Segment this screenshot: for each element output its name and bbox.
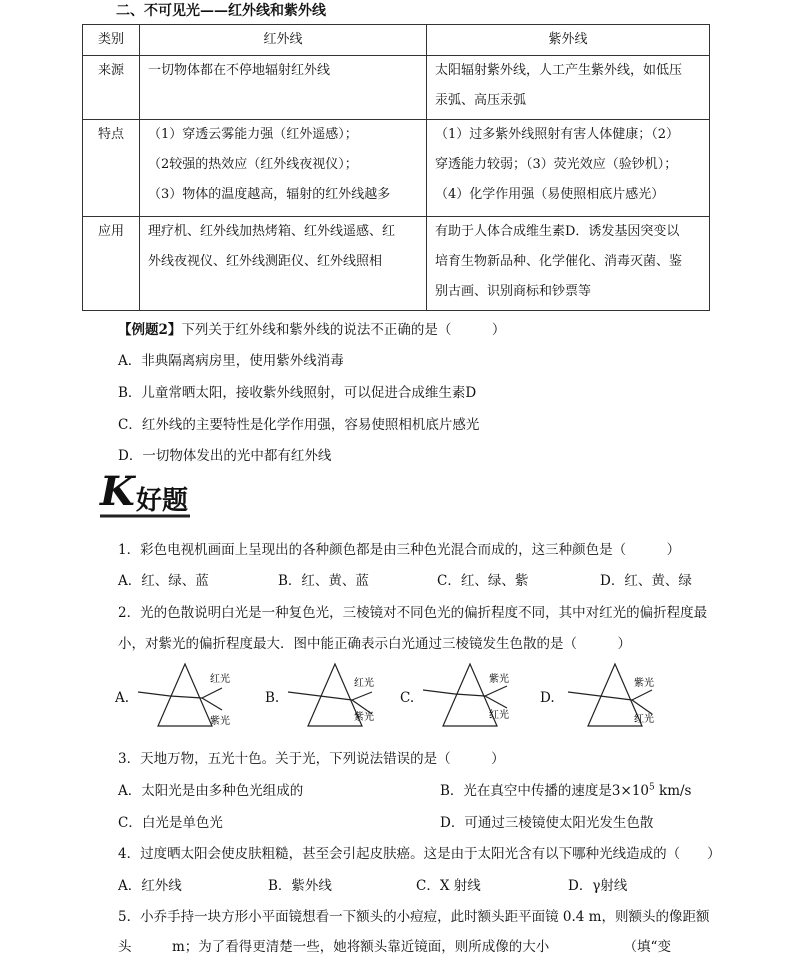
table-header: 红外线 bbox=[140, 25, 427, 56]
example-tag: 【例题2】 bbox=[118, 322, 182, 338]
ir-cell bbox=[140, 120, 427, 217]
q2-fig-a-top: 红光 bbox=[210, 674, 230, 685]
cell-line: 外线夜视仪、红外线测距仪、红外线照相 bbox=[148, 254, 383, 269]
uv-cell bbox=[427, 120, 710, 217]
q2-fig-a-label: A. bbox=[115, 690, 130, 706]
q3-option-b bbox=[440, 779, 691, 799]
cell-line: 理疗机、红外线加热烤箱、红外线遥感、红 bbox=[148, 224, 396, 239]
q2-line1: 2．光的色散说明白光是一种复色光，三棱镜对不同色光的偏折程度不同，其中对红光的偏折程度最 bbox=[118, 605, 708, 621]
q3-option-b-text: B．光在真空中传播的速度是3×10 bbox=[440, 783, 649, 799]
q2-fig-b-bottom: 紫光 bbox=[354, 712, 374, 723]
prism-figure-a bbox=[130, 660, 250, 730]
table-header-row bbox=[83, 25, 710, 56]
example-option-a: A．非典隔离病房里，使用紫外线消毒 bbox=[118, 353, 344, 369]
cell-line: 汞弧、高压汞弧 bbox=[435, 93, 527, 108]
good-problems-logo bbox=[100, 468, 200, 520]
q5-line2: 头 m；为了看得更清楚一些，她将额头靠近镜面，则所成像的大小 （填“变 bbox=[118, 939, 671, 955]
example-text: 下列关于红外线和紫外线的说法不正确的是（ ） bbox=[181, 322, 506, 338]
cell-line: 穿透能力较弱；（3）荧光效应（验钞机）； bbox=[435, 157, 678, 172]
row-label: 来源 bbox=[83, 56, 140, 120]
q1-option-c: C．红、绿、紫 bbox=[437, 573, 529, 589]
cell-line: （1）穿透云雾能力强（红外遥感）； bbox=[148, 127, 358, 142]
q5-line1: 5．小乔手持一块方形小平面镜想看一下额头的小痘痘，此时额头距平面镜 0.4 m，则额头的像距额 bbox=[118, 909, 710, 925]
q2-fig-d-top: 紫光 bbox=[634, 678, 654, 689]
q1-text: 1．彩色电视机画面上呈现出的各种颜色都是由三种色光混合而成的，这三种颜色是（ ） bbox=[118, 542, 681, 558]
q3-text: 3．天地万物，五光十色。关于光，下列说法错误的是（ ） bbox=[118, 751, 505, 767]
table-row bbox=[83, 56, 710, 120]
example-option-b: B．儿童常晒太阳，接收紫外线照射，可以促进合成维生素D bbox=[118, 385, 477, 401]
q3-option-b-unit: km/s bbox=[654, 783, 692, 799]
example-question bbox=[118, 318, 505, 338]
row-label: 特点 bbox=[83, 120, 140, 217]
cell-line: 培育生物新品种、化学催化、消毒灭菌、鉴 bbox=[435, 254, 683, 269]
q2-line2: 小，对紫光的偏折程度最大．图中能正确表示白光通过三棱镜发生色散的是（ ） bbox=[118, 636, 631, 652]
q3-option-d: D．可通过三棱镜使太阳光发生色散 bbox=[440, 815, 654, 831]
cell-line: （4）化学作用强（易使照相底片感光） bbox=[435, 187, 665, 202]
uv-cell bbox=[427, 217, 710, 311]
cell-line: 一切物体都在不停地辐射红外线 bbox=[148, 63, 331, 78]
table-header: 类别 bbox=[83, 25, 140, 56]
table-row bbox=[83, 217, 710, 311]
q2-fig-c-label: C. bbox=[400, 690, 415, 706]
q2-fig-d-label: D. bbox=[540, 690, 555, 706]
q2-fig-b-top: 红光 bbox=[354, 678, 374, 689]
ir-cell bbox=[140, 217, 427, 311]
q3-option-b-exponent: 5 bbox=[649, 782, 655, 793]
prism-figure-c bbox=[415, 660, 535, 730]
logo-text: 好题 bbox=[136, 486, 189, 516]
q3-option-c: C．白光是单色光 bbox=[118, 815, 223, 831]
q1-option-d: D．红、黄、绿 bbox=[600, 573, 692, 589]
cell-line: （1）过多紫外线照射有害人体健康；（2） bbox=[435, 127, 680, 142]
q4-option-b: B．紫外线 bbox=[268, 878, 332, 894]
cell-line: 别古画、识别商标和钞票等 bbox=[435, 284, 592, 299]
q2-fig-b-label: B. bbox=[265, 690, 280, 706]
table-row bbox=[83, 120, 710, 217]
cell-line: （3）物体的温度越高，辐射的红外线越多 bbox=[148, 187, 391, 202]
section-title: 二、不可见光——红外线和紫外线 bbox=[116, 3, 326, 19]
row-label: 应用 bbox=[83, 217, 140, 311]
q1-option-b: B．红、黄、蓝 bbox=[278, 573, 369, 589]
q4-option-a: A．红外线 bbox=[118, 878, 182, 894]
cell-line: 太阳辐射紫外线，人工产生紫外线，如低压 bbox=[435, 63, 683, 78]
table-header: 紫外线 bbox=[427, 25, 710, 56]
q3-option-a: A．太阳光是由多种色光组成的 bbox=[118, 783, 304, 799]
q1-option-a: A．红、绿、蓝 bbox=[118, 573, 209, 589]
example-option-d: D．一切物体发出的光中都有红外线 bbox=[118, 448, 332, 464]
q4-option-d: D．γ射线 bbox=[568, 878, 628, 894]
ir-cell bbox=[140, 56, 427, 120]
ir-uv-table bbox=[82, 24, 710, 311]
q2-fig-d-bottom: 红光 bbox=[634, 714, 654, 725]
q2-fig-a-bottom: 紫光 bbox=[210, 716, 230, 727]
q2-fig-c-bottom: 红光 bbox=[489, 710, 509, 721]
q2-fig-c-top: 紫光 bbox=[489, 674, 509, 685]
prism-figure-d bbox=[560, 660, 680, 730]
uv-cell bbox=[427, 56, 710, 120]
cell-line: 有助于人体合成维生素D．诱发基因突变以 bbox=[435, 224, 680, 239]
logo-letter: K bbox=[100, 468, 135, 515]
prism-figure-b bbox=[280, 660, 400, 730]
q4-text: 4．过度晒太阳会使皮肤粗糙，甚至会引起皮肤癌。这是由于太阳光含有以下哪种光线造成的（ ） bbox=[118, 846, 721, 862]
q4-option-c: C．X 射线 bbox=[416, 878, 481, 894]
cell-line: （2较强的热效应（红外线夜视仪）； bbox=[148, 157, 358, 172]
example-option-c: C．红外线的主要特性是化学作用强，容易使照相机底片感光 bbox=[118, 417, 480, 433]
